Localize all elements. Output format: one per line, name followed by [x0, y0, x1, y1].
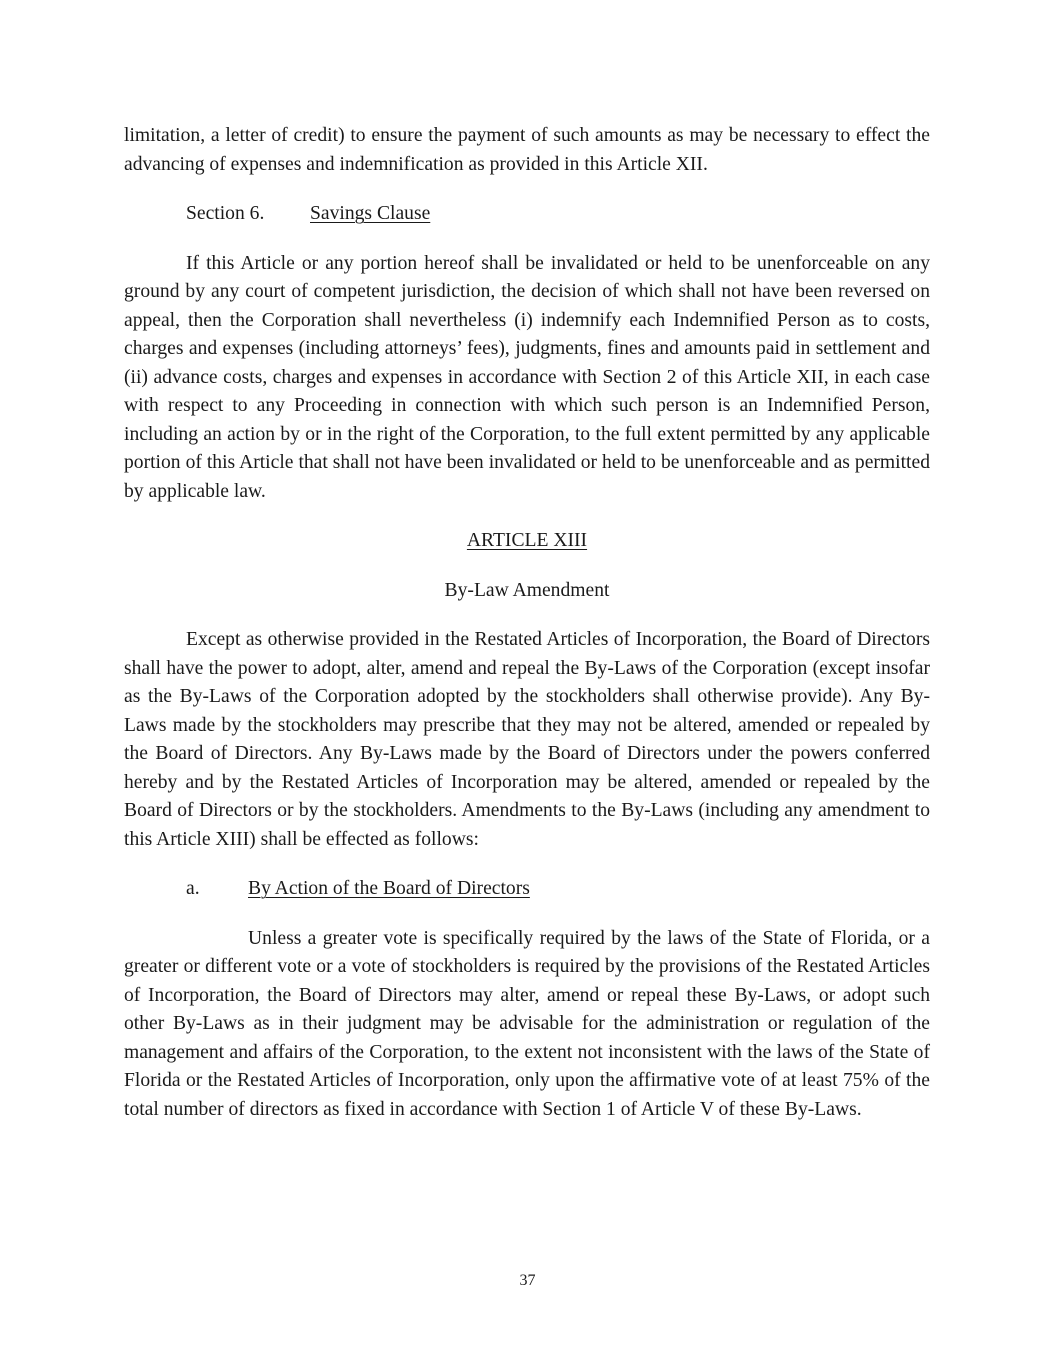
article-13-heading	[124, 527, 930, 556]
section-6-heading	[186, 200, 930, 229]
article-13-body: Except as otherwise provided in the Restated Articles of Incorporation, the Board of Directors shall have the power to adopt, alter, amend and repeal the By-Laws of the Corporation (except insofar as the By-Laws of the Corporation adopted by the stockholders shall otherwise provide). Any By-Laws made by the stockholders may prescribe that they may not be altered, amended or repealed by the Board of Directors. Any By-Laws made by the Board of Directors under the powers conferred hereby and by the Restated Articles of Incorporation may be altered, amended or repealed by the Board of Directors or by the stockholders. Amendments to the By-Laws (including any amendment to this Article XIII) shall be effected as follows:	[124, 629, 930, 850]
document-page	[124, 122, 930, 1124]
article-13-heading-text: ARTICLE XIII	[466, 530, 588, 551]
article-13-subheading: By-Law Amendment	[444, 579, 610, 601]
subsection-a-body: Unless a greater vote is specifically required by the laws of the State of Florida, or a greater or different vote or a vote of stockholders is required by the provisions of the Restated Articles of Incorporation, the Board of Directors may alter, amend or repeal these By-Laws, or adopt such other By-Laws as in their judgment may be advisable for the administration or regulation of the management and affairs of the Corporation, to the extent not inconsistent with the laws of the State of Florida or the Restated Articles of Incorporation, only upon the affirmative vote of at least 75% of the total number of directors as fixed in accordance with Section 1 of Article V of these By-Laws.	[124, 927, 930, 1120]
section-6-title: Savings Clause	[310, 203, 431, 224]
page-number: 37	[519, 1272, 536, 1289]
subsection-a-heading	[186, 875, 930, 904]
opening-paragraph: limitation, a letter of credit) to ensure the payment of such amounts as may be necessary to effect the advancing of expenses and indemnification as provided in this Article XII.	[124, 125, 930, 175]
section-6-body: If this Article or any portion hereof shall be invalidated or held to be unenforceable on any ground by any court of competent jurisdiction, the decision of which shall not have been reversed on appeal, then the Corporation shall nevertheless (i) indemnify each Indemnified Person as to costs, charges and expenses (including attorneys’ fees), judgments, fines and amounts paid in settlement and (ii) advance costs, charges and expenses in accordance with Section 2 of this Article XII, in each case with respect to any Proceeding in connection with which such person is an Indemnified Person, including an action by or in the right of the Corporation, to the full extent permitted by any applicable portion of this Article that shall not have been invalidated or held to be unenforceable and as permitted by applicable law.	[124, 252, 930, 502]
subsection-a-title: By Action of the Board of Directors	[248, 878, 530, 899]
section-6-number: Section 6.	[186, 203, 265, 224]
subsection-a-label: a.	[186, 878, 200, 899]
